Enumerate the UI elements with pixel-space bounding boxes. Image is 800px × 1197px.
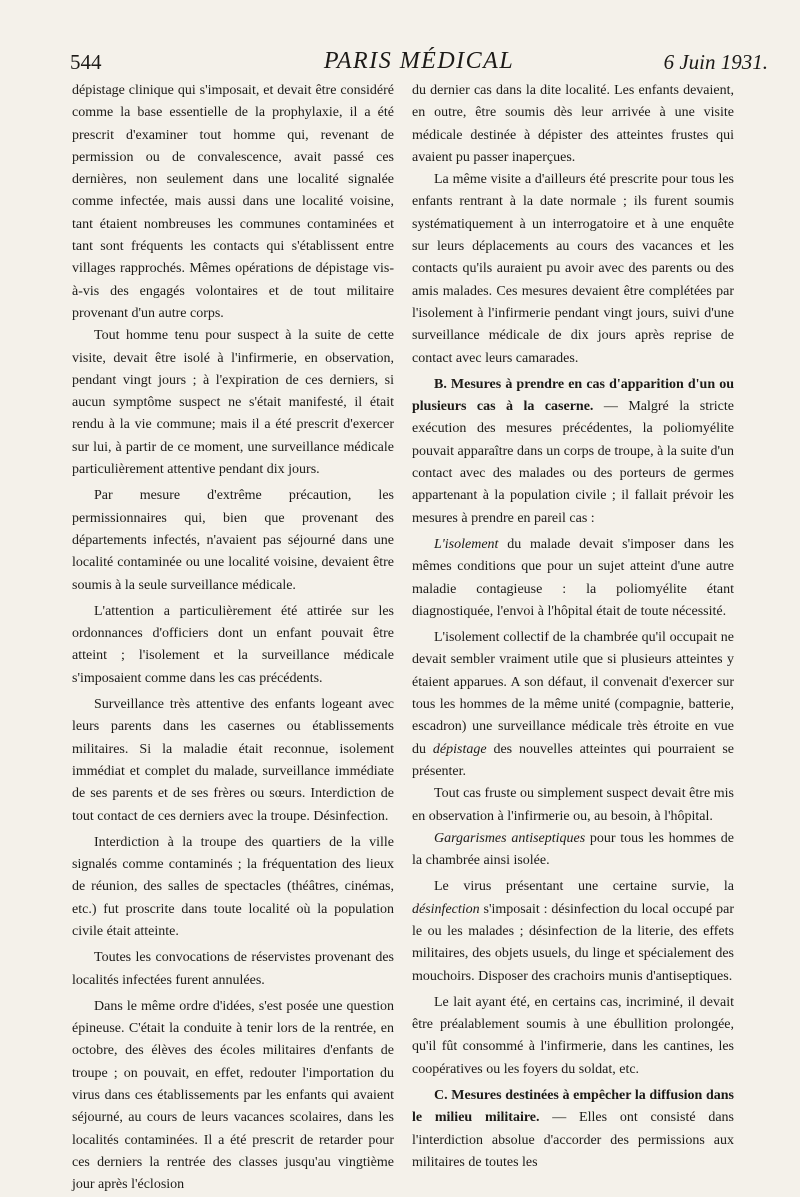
left-column — [72, 80, 394, 1197]
paragraph: Le lait ayant été, en certains cas, incriminé, il devait être préalablement soumis à une ébullition prolongée, qu'il fût consommé à l'infirmerie, dans les cantines, les coopératives ou les foyers du soldat, etc. — [412, 994, 734, 1077]
section-heading: C. Mesures destinées à empêcher la diffusion dans le milieu militaire. — [412, 1088, 734, 1126]
issue-date: 6 Juin 1931. — [663, 50, 768, 74]
page-number: 544 — [70, 50, 102, 74]
paragraph-body: s'imposait : désinfection du local occupé par le ou les malades ; désinfection de la literie, des effets militaires, des objets usuels, du linge et spécialement des mouchoirs. Disposer des crachoirs munis d'antiseptiques. — [412, 901, 734, 984]
paragraph-body: — Elles ont consisté dans l'interdiction absolue d'accorder des permissions aux militaires de toutes les — [412, 1110, 734, 1170]
paragraph-body: Le virus présentant une certaine survie, la — [434, 879, 734, 895]
paragraph — [412, 1085, 734, 1174]
paragraph: Par mesure d'extrême précaution, les permissionnaires qui, bien que provenant des départements infectés, n'avaient pas séjourné dans une localité contaminée ou une localité voisine, devaient être soumis à la seule surveillance médicale. — [72, 488, 394, 593]
paragraph-lead: Surveillance très attentive des enfants logeant avec leurs parents dans les casernes ou établissements militaires. — [72, 697, 394, 757]
paragraph — [412, 534, 734, 623]
paragraph: Interdiction à la troupe des quartiers de la ville signalés comme contaminés ; la fréquentation des lieux de réunion, des salles de spectacles (théâtres, cinémas, etc.) fut proscrite dans toute localité où la population civile était atteinte. — [72, 834, 394, 939]
right-column — [412, 80, 734, 1174]
paragraph: Toutes les convocations de réservistes provenant des localités infectées furent annulées. — [72, 950, 394, 988]
paragraph: L'attention a particulièrement été attirée sur les ordonnances d'officiers dont un enfant pouvait être atteint ; l'isolement et la surveillance médicale s'imposaient comme dans les cas précédents. — [72, 603, 394, 686]
emphasis: désinfection — [412, 901, 480, 917]
emphasis: Gargarismes antiseptiques — [434, 830, 586, 846]
paragraph: dépistage clinique qui s'imposait, et devait être considéré comme la base essentielle de la prophylaxie, il a été prescrit d'examiner tout homme qui, revenant de permission ou de convalescence, avait passé ces dernières, non seulement dans une localité signalée comme infectée, mais aussi dans une localité voisine, tant étaient nombreuses les communes contaminées et tant sont fréquents les contacts qui s'établissent entre villages rapprochés. Mêmes opérations de dépistage vis-à-vis des engagés volontaires et de tout militaire provenant d'un autre corps. — [72, 83, 394, 321]
paragraph-body: Si la maladie était reconnue, isolement immédiat et complet du malade, surveillance immédiate de ses parents et de ses frères ou sœurs. Interdiction de tout contact de ces derniers avec la troupe. Désinfection. — [72, 741, 394, 824]
paragraph — [412, 627, 734, 783]
page-header — [70, 48, 768, 82]
paragraph — [412, 828, 734, 873]
section-heading: B. Mesures à prendre en cas d'apparition d'un ou plusieurs cas à la caserne. — [412, 376, 734, 415]
journal-title: PARIS MÉDICAL — [323, 48, 515, 74]
paragraph: La même visite a d'ailleurs été prescrite pour tous les enfants rentrant à la date normale ; ils furent soumis systématiquement à un interrogatoire et à une enquête sur leurs déplacements au cours des vacances et les contacts qu'ils auraient pu avoir avec des parents ou des amis malades. Ces mesures devaient être complétées par l'isolement à l'infirmerie pendant vingt jours, suivi d'une surveillance médicale de dix jours après reprise de contact avec leurs camarades. — [412, 172, 734, 366]
paragraph-body: du malade devait s'imposer dans les mêmes conditions que pour un sujet atteint d'une autre maladie contagieuse : la poliomyélite étant diagnostiquée, l'envoi à l'hôpital était de toute nécessité. — [412, 536, 734, 619]
paragraph — [412, 374, 734, 530]
paragraph-body: — Malgré la stricte exécution des mesures précédentes, la poliomyélite pouvait apparaître dans un corps de troupe, à la suite d'un contact avec des malades ou des porteurs de germes appartenant à la population civile ; il fallait prévoir les mesures à prendre en pareil cas : — [412, 399, 734, 526]
paragraph: Tout homme tenu pour suspect à la suite de cette visite, devait être isolé à l'infirmerie, en observation, pendant vingt jours ; à l'expiration de ces derniers, si aucun symptôme suspect ne s'était manifesté, il était rendu à la vie commune; mais il a été prescrit d'exercer sur lui, à partir de ce moment, une surveillance médicale particulièrement attentive pendant dix jours. — [72, 328, 394, 478]
paragraph — [72, 694, 394, 828]
paragraph — [412, 876, 734, 987]
paragraph-body: L'isolement collectif de la chambrée qu'il occupait ne devait sembler vraiment utile que si plusieurs atteintes y étaient apparues. A son défaut, il convenait d'exercer sur tous les hommes de la même unité (compagnie, batterie, escadron) une surveillance médicale très étroite en vue du — [412, 630, 734, 757]
paragraph-body: pour tous les hommes de la chambrée ainsi isolée. — [412, 830, 734, 869]
paragraph: Tout cas fruste ou simplement suspect devait être mis en observation à l'infirmerie ou, au besoin, à l'hôpital. — [412, 786, 734, 824]
paragraph: Dans le même ordre d'idées, s'est posée une question épineuse. C'était la conduite à tenir lors de la rentrée, en octobre, des élèves des écoles militaires d'enfants de troupe ; on pouvait, en effet, redouter l'importation du virus dans ces établissements par les enfants qui avaient séjourné, au cours de leurs vacances scolaires, dans les localités contaminées. Il a été prescrit de retarder pour ces derniers la rentrée des classes jusqu'au vingtième jour après l'éclosion — [72, 998, 394, 1193]
paragraph: du dernier cas dans la dite localité. Les enfants devaient, en outre, être soumis dès leur arrivée à une visite médicale destinée à dépister des atteintes frustes qui avaient pu passer inaperçues. — [412, 83, 734, 165]
emphasis: L'isolement — [434, 536, 499, 552]
emphasis: dépistage — [432, 741, 487, 757]
paragraph-body: des nouvelles atteintes qui pourraient se présenter. — [412, 741, 734, 779]
